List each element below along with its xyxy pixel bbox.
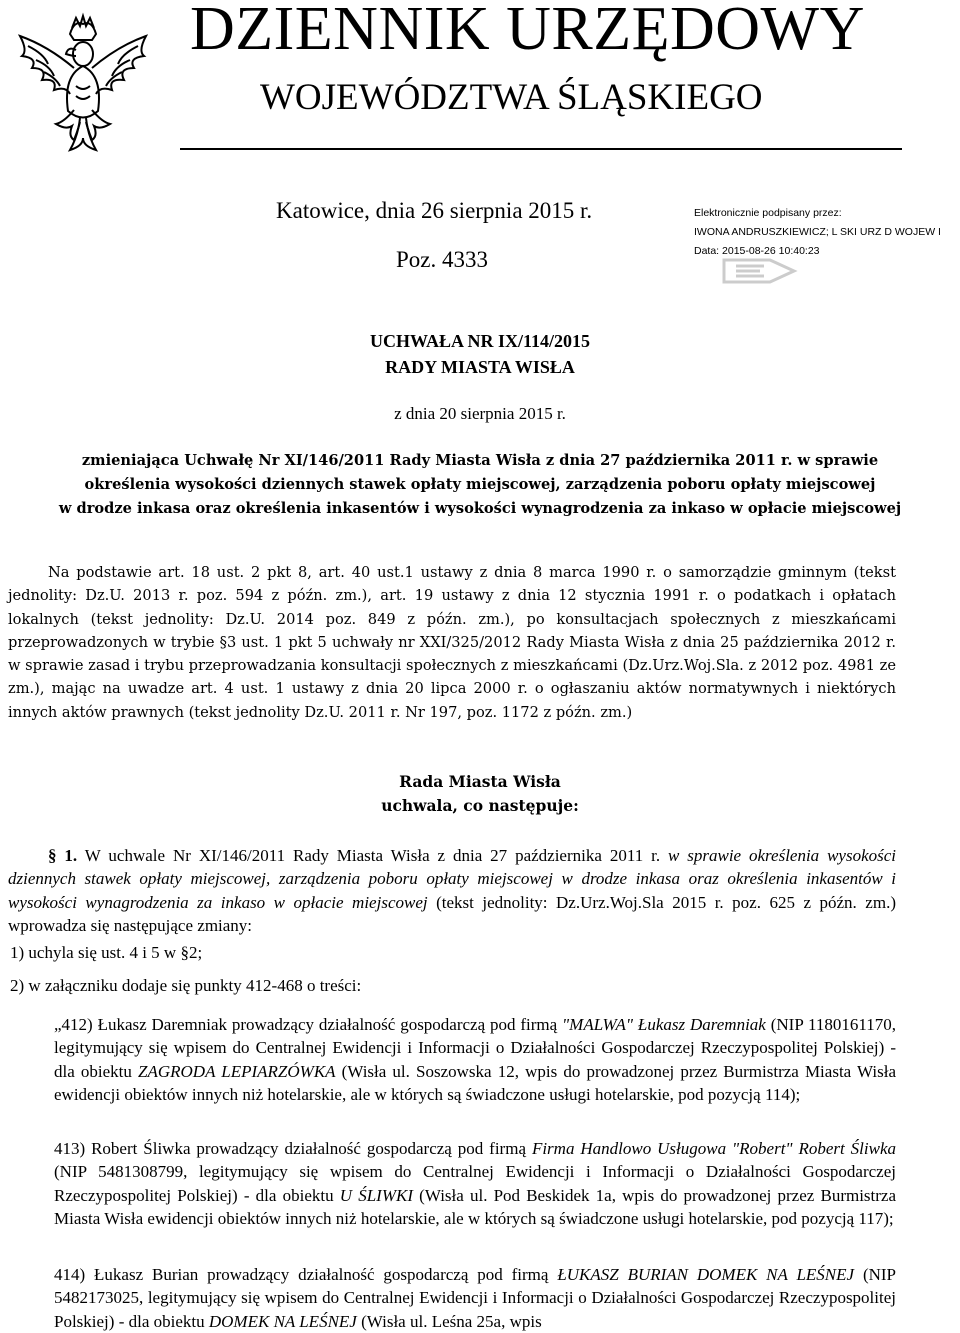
entry-414-c: (Wisła ul. Leśna 25a, wpis	[361, 1311, 542, 1331]
subject-line-2: określenia wysokości dziennych stawek opłaty miejscowej, zarządzenia poboru opłaty miejscowej	[84, 476, 876, 493]
electronic-signature	[694, 204, 960, 261]
entry-414-a: 414) Łukasz Burian prowadzący działalność gospodarczą pod firmą	[54, 1265, 549, 1284]
legal-basis-paragraph: Na podstawie art. 18 ust. 2 pkt 8, art. 40 ust.1 ustawy z dnia 8 marca 1990 r. o samorządzie gminnym (tekst jednolity: Dz.U. 2013 r. poz. 594 z późn. zm.), art. 19 ustawy z dnia 12 stycznia 1991 r. o podatkach i opłatach lokalnych (tekst jednolity: Dz.U. 2014 poz. 849 z późn. zm.), po konsultacjach społecznych z mieszkańcami przeprowadzonych w trybie §3 ust. 1 pkt 5 uchwały nr XXI/325/2012 Rady Miasta Wisła z dnia 25 października 2012 r. w sprawie zasad i trybu przeprowadzania konsultacji społecznych z mieszkańcami (Dz.Urz.Woj.Sla. z 2012 poz. 4981 ze zm.), mając na uwadze art. 4 ust. 1 ustawy z dnia 20 lipca 2000 r. o ogłaszaniu aktów normatywnych i niektórych innych aktów prawnych (tekst jednolity Dz.U. 2011 r. Nr 197, poz. 1172 z późn. zm.)	[8, 564, 896, 721]
section-1-text-b: (tekst jednolity: Dz.Urz.Woj.Sla 2015 r. poz. 625 z późn. zm.) wprowadza się następujące zmiany:	[8, 892, 896, 935]
council-line-1: Rada Miasta Wisła	[399, 772, 561, 791]
subject-line-3: w drodze inkasa oraz określenia inkasentów i wysokości wynagrodzenia za inkaso w opłacie miejscowej	[58, 500, 902, 517]
entry-413-c: (Wisła ul. Pod Beskidek 1a, wpis do prowadzonej przez Burmistrza Miasta Wisła ewidencji obiektów innych niż hotelarskie, ale w których są świadczone usługi hotelarskie, pod pozycją 117);	[54, 1185, 897, 1228]
entry-414-bi: DOMEK NA LEŚNEJ	[208, 1311, 357, 1331]
signature-line-3: Data: 2015-08-26 10:40:23	[694, 245, 820, 257]
section-1-text-a: W uchwale Nr XI/146/2011 Rady Miasta Wisła z dnia 27 października 2011 r.	[84, 846, 661, 865]
section-1-mark: § 1.	[48, 846, 78, 865]
council-heading	[0, 770, 960, 818]
entry-412-b: (NIP 1180161170, legitymujący się wpisem do Centralnej Ewidencji i Informacji o Działalności Gospodarczej Rzeczypospolitej Polskiej) - dla obiektu	[54, 1015, 896, 1081]
council-line-2: uchwala, co następuje:	[381, 796, 579, 815]
entry-414-ai: ŁUKASZ BURIAN DOMEK NA LEŚNEJ	[557, 1265, 855, 1284]
resolution-number: UCHWAŁA NR IX/114/2015	[369, 331, 591, 351]
entry-413	[54, 1137, 896, 1230]
entry-412-c: (Wisła ul. Soszowska 12, wpis do prowadzonej przez Burmistrza Miasta Wisła ewidencji obiektów innych niż hotelarskie, ale w których są świadczone usługi hotelarskie, pod pozycją 114);	[54, 1061, 897, 1104]
journal-title: DZIENNIK URZĘDOWY	[190, 0, 865, 63]
signature-logo-icon	[720, 254, 800, 288]
entry-414-b: (NIP 5482173025, legitymujący się wpisem do Centralnej Ewidencji i Informacji o Działalności Gospodarczej Rzeczypospolitej Polskiej) - dla obiektu	[54, 1265, 897, 1331]
entry-413-b: (NIP 5481308799, legitymujący się wpisem do Centralnej Ewidencji i Informacji o Działalności Gospodarczej Rzeczypospolitej Polskiej) - dla obiektu	[54, 1162, 896, 1205]
entry-413-bi: U ŚLIWKI	[339, 1185, 413, 1205]
entry-413-ai: Firma Handlowo Usługowa "Robert" Robert Śliwka	[531, 1139, 897, 1158]
eagle-emblem-icon	[8, 6, 158, 156]
entry-412-a: „412) Łukasz Daremniak prowadzący działalność gospodarczą pod firmą	[54, 1015, 558, 1034]
signature-line-2: IWONA ANDRUSZKIEWICZ; L SKI URZ D WOJEW I	[694, 226, 941, 238]
entry-412	[54, 1013, 896, 1106]
place-date: Katowice, dnia 26 sierpnia 2015 r.	[276, 198, 593, 223]
resolution-subject	[8, 449, 952, 521]
entry-412-bi: ZAGRODA LEPIARZÓWKA	[138, 1061, 336, 1081]
subject-line-1: zmieniająca Uchwałę Nr XI/146/2011 Rady Miasta Wisła z dnia 27 października 2011 r. w sprawie	[81, 452, 879, 469]
signature-line-1: Elektronicznie podpisany przez:	[694, 207, 842, 219]
header-divider	[180, 148, 902, 150]
resolution-heading	[0, 328, 960, 380]
entry-413-a: 413) Robert Śliwka prowadzący działalność gospodarczą pod firmą	[54, 1139, 526, 1158]
position-number: Poz. 4333	[396, 247, 488, 272]
list-item-2: 2) w załączniku dodaje się punkty 412-468 o treści:	[10, 976, 362, 995]
section-1-paragraph	[8, 844, 896, 937]
entry-412-ai: "MALWA" Łukasz Daremniak	[562, 1015, 766, 1034]
resolution-date: z dnia 20 sierpnia 2015 r.	[394, 404, 566, 423]
section-1-text-italic: w sprawie określenia wysokości dziennych stawek opłaty miejscowej, zarządzenia poboru opłaty miejscowej w drodze inkasa oraz określenia inkasentów i wysokości wynagrodzenia za inkaso w opłacie miejscowej	[8, 846, 897, 912]
resolution-body: RADY MIASTA WISŁA	[385, 357, 575, 377]
journal-subtitle: WOJEWÓDZTWA ŚLĄSKIEGO	[260, 77, 763, 118]
list-item-1: 1) uchyla się ust. 4 i 5 w §2;	[10, 943, 203, 962]
entry-414	[54, 1263, 896, 1333]
